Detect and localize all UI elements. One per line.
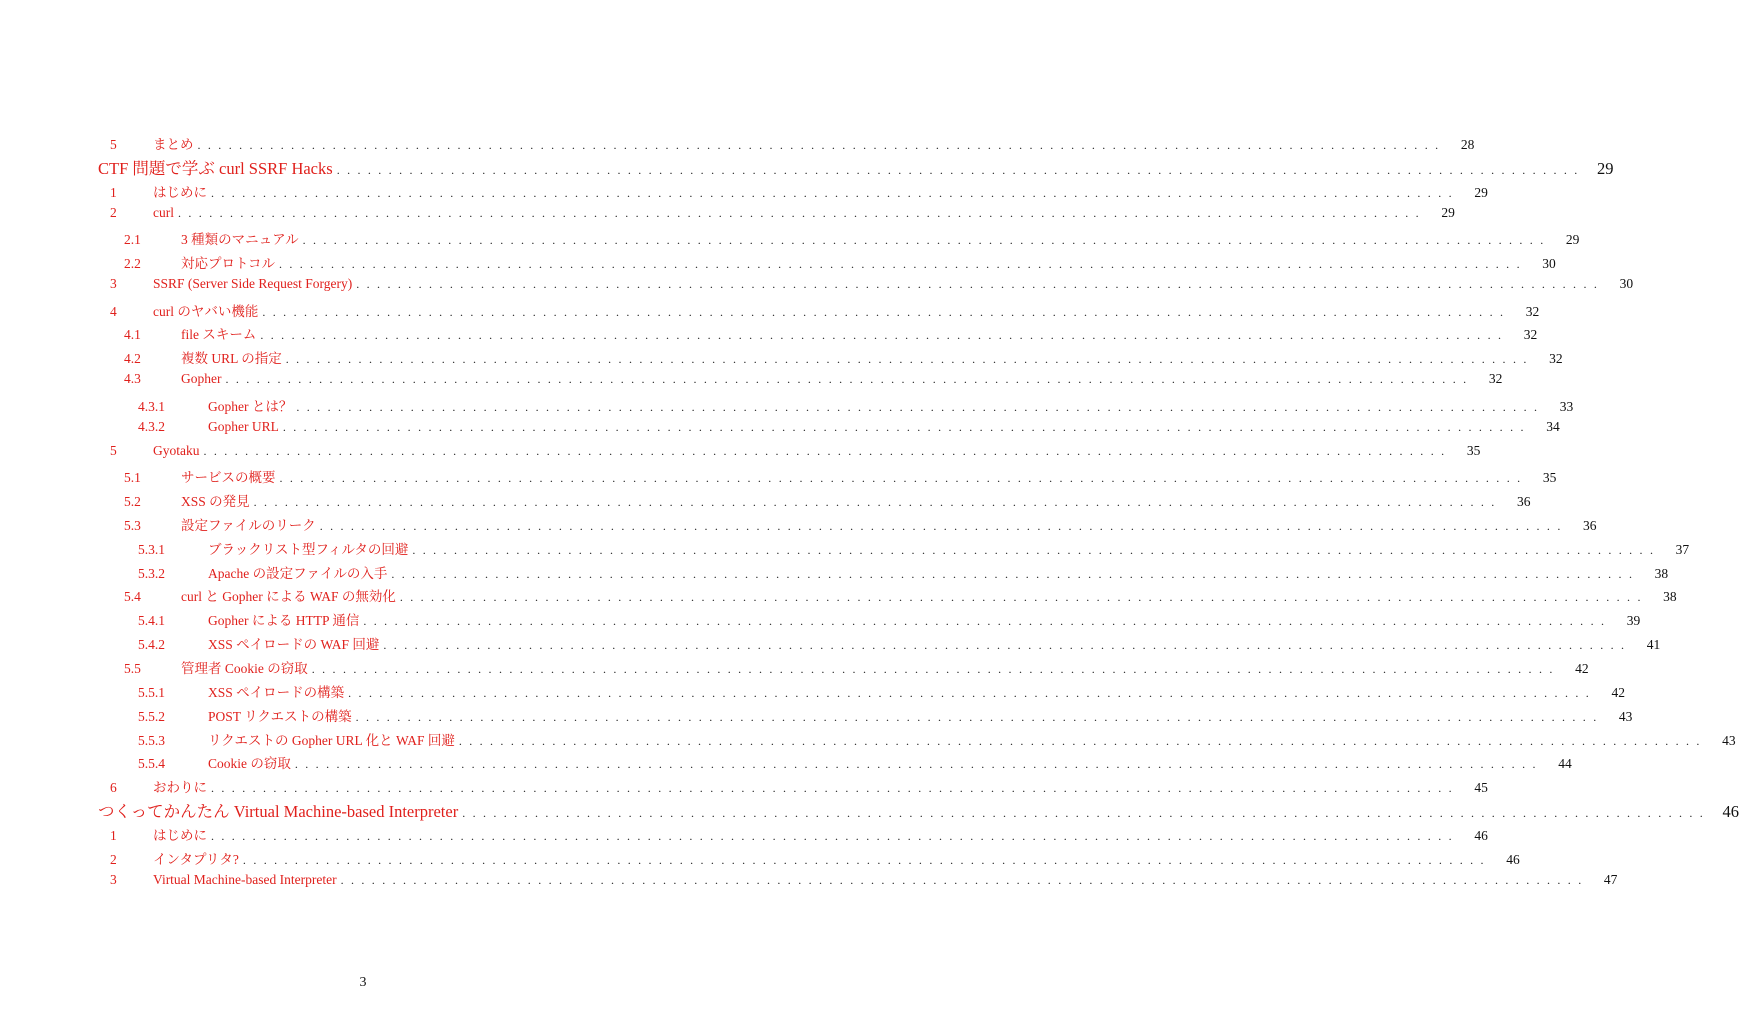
toc-leader-dots: . . . . . . . . . . . . . . . . . . . . . . . . . . . . . . . . . . . . . . . . . . . . . . . . . . . . . . . . . . . . . . . . . . . . . . . . . . . . . . . . . . . . . . . . . . . . . . . . . . . . . . . . . . . . . . . . . . . . . . . . bbox=[242, 853, 1486, 867]
toc-entry-page: 35 bbox=[1542, 470, 1557, 485]
toc-leader-dots: . . . . . . . . . . . . . . . . . . . . . . . . . . . . . . . . . . . . . . . . . . . . . . . . . . . . . . . . . . . . . . . . . . . . . . . . . . . . . . . . . . . . . . . . . . . . . . . . . . . . . . . . . . . . . . . . . . . . . . . . bbox=[211, 186, 1454, 200]
toc-entry-page: 30 bbox=[1542, 256, 1556, 271]
toc-entry[interactable] bbox=[138, 538, 1690, 558]
toc-entry-title[interactable]: ブラックリスト型フィルタの回避 bbox=[208, 542, 409, 557]
toc-entry-title[interactable]: XSS ペイロードの構築 bbox=[208, 685, 345, 700]
toc-entry-title[interactable]: はじめに bbox=[153, 185, 207, 200]
toc-entry-number: 5 bbox=[110, 137, 117, 152]
toc-entry-title[interactable]: SSRF (Server Side Request Forgery) bbox=[153, 276, 353, 291]
toc-entry-page: 32 bbox=[1523, 327, 1538, 342]
toc-entry-number: 5.1 bbox=[124, 470, 141, 485]
toc-entry-title[interactable]: POST リクエストの構築 bbox=[208, 709, 352, 724]
toc-entry-title[interactable]: Gopher bbox=[181, 371, 222, 386]
toc-entry-number: 4.2 bbox=[124, 351, 141, 366]
toc-leader-dots: . . . . . . . . . . . . . . . . . . . . . . . . . . . . . . . . . . . . . . . . . . . . . . . . . . . . . . . . . . . . . . . . . . . . . . . . . . . . . . . . . . . . . . . . . . . . . . . . . . . . . . . . . . . . . . . . . . . . . . . . bbox=[225, 372, 1469, 386]
toc-entry-title[interactable]: curl と Gopher による WAF の無効化 bbox=[181, 589, 396, 604]
toc-leader-dots: . . . . . . . . . . . . . . . . . . . . . . . . . . . . . . . . . . . . . . . . . . . . . . . . . . . . . . . . . . . . . . . . . . . . . . . . . . . . . . . . . . . . . . . . . . . . . . . . . . . . . . . . . . . . . . . . . . . . . . . . bbox=[278, 257, 1522, 271]
toc-entry-page: 32 bbox=[1488, 371, 1503, 386]
toc-entry-page: 32 bbox=[1525, 304, 1540, 319]
toc-entry-page: 43 bbox=[1722, 733, 1736, 748]
toc-entry-page: 39 bbox=[1626, 613, 1641, 628]
toc-entry-title[interactable]: curl bbox=[153, 205, 174, 220]
toc-entry-number: 3 bbox=[110, 872, 117, 887]
toc-entry-page: 35 bbox=[1466, 443, 1481, 458]
toc-entry-number: 2 bbox=[110, 205, 117, 220]
toc-entry-page: 30 bbox=[1619, 276, 1634, 291]
toc-entry-page: 29 bbox=[1597, 159, 1614, 178]
toc-entry-title[interactable]: Gopher とは？ bbox=[208, 399, 293, 414]
toc-leader-dots: . . . . . . . . . . . . . . . . . . . . . . . . . . . . . . . . . . . . . . . . . . . . . . . . . . . . . . . . . . . . . . . . . . . . . . . . . . . . . . . . . . . . . . . . . . . . . . . . . . . . . . . . . . . . . . . . . . . . . . . . bbox=[197, 138, 1441, 152]
toc-leader-dots: . . . . . . . . . . . . . . . . . . . . . . . . . . . . . . . . . . . . . . . . . . . . . . . . . . . . . . . . . . . . . . . . . . . . . . . . . . . . . . . . . . . . . . . . . . . . . . . . . . . . . . . . . . . . . . . . . . . . . . . . bbox=[211, 829, 1454, 843]
toc-leader-dots: . . . . . . . . . . . . . . . . . . . . . . . . . . . . . . . . . . . . . . . . . . . . . . . . . . . . . . . . . . . . . . . . . . . . . . . . . . . . . . . . . . . . . . . . . . . . . . . . . . . . . . . . . . . . . . . . . . . . . . . . bbox=[302, 233, 1546, 247]
toc-entry-title[interactable]: 設定ファイルのリーク bbox=[181, 518, 316, 533]
toc-leader-dots: . . . . . . . . . . . . . . . . . . . . . . . . . . . . . . . . . . . . . . . . . . . . . . . . . . . . . . . . . . . . . . . . . . . . . . . . . . . . . . . . . . . . . . . . . . . . . . . . . . . . . . . . . . . . . . . . . . . . . . . . bbox=[282, 420, 1526, 434]
toc-entry-page: 38 bbox=[1663, 589, 1677, 604]
toc-leader-dots: . . . . . . . . . . . . . . . . . . . . . . . . . . . . . . . . . . . . . . . . . . . . . . . . . . . . . . . . . . . . . . . . . . . . . . . . . . . . . . . . . . . . . . . . . . . . . . . . . . . . . . . . . . . . . . . . . . . . . . . . bbox=[399, 590, 1643, 604]
toc-entry-page: 36 bbox=[1583, 518, 1597, 533]
toc-leader-dots: . . . . . . . . . . . . . . . . . . . . . . . . . . . . . . . . . . . . . . . . . . . . . . . . . . . . . . . . . . . . . . . . . . . . . . . . . . . . . . . . . . . . . . . . . . . . . . . . . . . . . . . . . . . . . . . . . . . . . . . . bbox=[462, 806, 1706, 820]
toc-entry[interactable] bbox=[110, 848, 1520, 868]
toc-entry-page: 37 bbox=[1675, 542, 1690, 557]
toc-entry-page: 29 bbox=[1441, 205, 1455, 220]
toc-entry-title[interactable]: Gopher URL bbox=[208, 419, 279, 434]
toc-entry[interactable] bbox=[138, 562, 1669, 582]
toc-entry-page: 29 bbox=[1565, 232, 1580, 247]
toc-entry-page: 42 bbox=[1575, 661, 1589, 676]
toc-entry[interactable] bbox=[138, 633, 1661, 653]
toc-entry-number: 5.5.1 bbox=[138, 685, 165, 700]
toc-entry-number: 5.4.1 bbox=[138, 613, 165, 628]
toc-entry-title[interactable]: はじめに bbox=[153, 828, 207, 843]
toc-entry[interactable] bbox=[110, 872, 1618, 892]
toc-leader-dots: . . . . . . . . . . . . . . . . . . . . . . . . . . . . . . . . . . . . . . . . . . . . . . . . . . . . . . . . . . . . . . . . . . . . . . . . . . . . . . . . . . . . . . . . . . . . . . . . . . . . . . . . . . . . . . . . . . . . . . . . bbox=[319, 519, 1563, 533]
toc-entry-title[interactable]: Apache の設定ファイルの入手 bbox=[208, 566, 388, 581]
toc-entry[interactable] bbox=[110, 205, 1455, 225]
toc-entry[interactable] bbox=[124, 466, 1557, 486]
toc-entry-page: 33 bbox=[1559, 399, 1574, 414]
toc-entry-number: 4.3.2 bbox=[138, 419, 165, 434]
toc-entry-number: 1 bbox=[110, 185, 117, 200]
toc-entry[interactable] bbox=[138, 705, 1633, 725]
toc-entry[interactable] bbox=[110, 300, 1540, 320]
toc-entry-number: 5.3.1 bbox=[138, 542, 165, 557]
toc-entry-title[interactable]: Cookie の窃取 bbox=[208, 756, 291, 771]
toc-entry-page: 29 bbox=[1474, 185, 1488, 200]
toc-entry-number: 5.2 bbox=[124, 494, 141, 509]
toc-entry-number: 2.2 bbox=[124, 256, 141, 271]
toc-entry-number: 4.3.1 bbox=[138, 399, 165, 414]
toc-entry[interactable] bbox=[124, 323, 1538, 343]
toc-entry[interactable] bbox=[124, 514, 1597, 534]
toc-leader-dots: . . . . . . . . . . . . . . . . . . . . . . . . . . . . . . . . . . . . . . . . . . . . . . . . . . . . . . . . . . . . . . . . . . . . . . . . . . . . . . . . . . . . . . . . . . . . . . . . . . . . . . . . . . . . . . . . . . . . . . . . bbox=[412, 543, 1656, 557]
toc-entry-page: 28 bbox=[1460, 137, 1475, 152]
toc-entry[interactable] bbox=[124, 657, 1589, 677]
toc-leader-dots: . . . . . . . . . . . . . . . . . . . . . . . . . . . . . . . . . . . . . . . . . . . . . . . . . . . . . . . . . . . . . . . . . . . . . . . . . . . . . . . . . . . . . . . . . . . . . . . . . . . . . . . . . . . . . . . . . . . . . . . . bbox=[262, 305, 1506, 319]
toc-entry-page: 34 bbox=[1546, 419, 1560, 434]
toc-leader-dots: . . . . . . . . . . . . . . . . . . . . . . . . . . . . . . . . . . . . . . . . . . . . . . . . . . . . . . . . . . . . . . . . . . . . . . . . . . . . . . . . . . . . . . . . . . . . . . . . . . . . . . . . . . . . . . . . . . . . . . . . bbox=[296, 400, 1540, 414]
toc-leader-dots: . . . . . . . . . . . . . . . . . . . . . . . . . . . . . . . . . . . . . . . . . . . . . . . . . . . . . . . . . . . . . . . . . . . . . . . . . . . . . . . . . . . . . . . . . . . . . . . . . . . . . . . . . . . . . . . . . . . . . . . . bbox=[348, 686, 1591, 700]
toc-leader-dots: . . . . . . . . . . . . . . . . . . . . . . . . . . . . . . . . . . . . . . . . . . . . . . . . . . . . . . . . . . . . . . . . . . . . . . . . . . . . . . . . . . . . . . . . . . . . . . . . . . . . . . . . . . . . . . . . . . . . . . . . bbox=[253, 495, 1497, 509]
toc-entry-number: 4.1 bbox=[124, 327, 141, 342]
toc-entry-number: 2.1 bbox=[124, 232, 141, 247]
toc-leader-dots: . . . . . . . . . . . . . . . . . . . . . . . . . . . . . . . . . . . . . . . . . . . . . . . . . . . . . . . . . . . . . . . . . . . . . . . . . . . . . . . . . . . . . . . . . . . . . . . . . . . . . . . . . . . . . . . . . . . . . . . . bbox=[311, 662, 1555, 676]
toc-entry[interactable] bbox=[110, 276, 1634, 296]
toc-entry[interactable] bbox=[110, 824, 1488, 844]
toc-entry[interactable] bbox=[138, 419, 1560, 439]
toc-leader-dots: . . . . . . . . . . . . . . . . . . . . . . . . . . . . . . . . . . . . . . . . . . . . . . . . . . . . . . . . . . . . . . . . . . . . . . . . . . . . . . . . . . . . . . . . . . . . . . . . . . . . . . . . . . . . . . . . . . . . . . . . bbox=[294, 757, 1538, 771]
toc-entry-number: 5.4.2 bbox=[138, 637, 165, 652]
toc-entry-title[interactable]: file スキーム bbox=[181, 327, 257, 342]
toc-entry-number: 5.4 bbox=[124, 589, 141, 604]
toc-entry-page: 43 bbox=[1618, 709, 1633, 724]
toc-entry-title[interactable]: XSS ペイロードの WAF 回避 bbox=[208, 637, 380, 652]
toc-entry-page: 46 bbox=[1506, 852, 1520, 867]
toc-entry-number: 5.3.2 bbox=[138, 566, 165, 581]
toc-leader-dots: . . . . . . . . . . . . . . . . . . . . . . . . . . . . . . . . . . . . . . . . . . . . . . . . . . . . . . . . . . . . . . . . . . . . . . . . . . . . . . . . . . . . . . . . . . . . . . . . . . . . . . . . . . . . . . . . . . . . . . . . bbox=[356, 277, 1600, 291]
toc-entry[interactable] bbox=[138, 681, 1625, 701]
toc-entry[interactable] bbox=[138, 752, 1572, 772]
toc-leader-dots: . . . . . . . . . . . . . . . . . . . . . . . . . . . . . . . . . . . . . . . . . . . . . . . . . . . . . . . . . . . . . . . . . . . . . . . . . . . . . . . . . . . . . . . . . . . . . . . . . . . . . . . . . . . . . . . . . . . . . . . . bbox=[203, 444, 1447, 458]
toc-entry[interactable] bbox=[124, 585, 1677, 605]
toc-entry[interactable] bbox=[110, 776, 1488, 796]
toc-leader-dots: . . . . . . . . . . . . . . . . . . . . . . . . . . . . . . . . . . . . . . . . . . . . . . . . . . . . . . . . . . . . . . . . . . . . . . . . . . . . . . . . . . . . . . . . . . . . . . . . . . . . . . . . . . . . . . . . . . . . . . . . bbox=[279, 471, 1523, 485]
toc-entry-title[interactable]: 複数 URL の指定 bbox=[181, 351, 282, 366]
toc-entry-title[interactable]: 3 種類のマニュアル bbox=[181, 232, 299, 247]
toc-leader-dots: . . . . . . . . . . . . . . . . . . . . . . . . . . . . . . . . . . . . . . . . . . . . . . . . . . . . . . . . . . . . . . . . . . . . . . . . . . . . . . . . . . . . . . . . . . . . . . . . . . . . . . . . . . . . . . . . . . . . . . . . bbox=[391, 567, 1635, 581]
toc-entry-page: 45 bbox=[1474, 780, 1488, 795]
toc-leader-dots: . . . . . . . . . . . . . . . . . . . . . . . . . . . . . . . . . . . . . . . . . . . . . . . . . . . . . . . . . . . . . . . . . . . . . . . . . . . . . . . . . . . . . . . . . . . . . . . . . . . . . . . . . . . . . . . . . . . . . . . . bbox=[363, 614, 1607, 628]
toc-entry-title[interactable]: 管理者 Cookie の窃取 bbox=[181, 661, 308, 676]
toc-entry-title[interactable]: まとめ bbox=[153, 137, 194, 152]
toc-entry-number: 5.5.3 bbox=[138, 733, 165, 748]
toc-entry[interactable] bbox=[124, 228, 1580, 248]
toc-leader-dots: . . . . . . . . . . . . . . . . . . . . . . . . . . . . . . . . . . . . . . . . . . . . . . . . . . . . . . . . . . . . . . . . . . . . . . . . . . . . . . . . . . . . . . . . . . . . . . . . . . . . . . . . . . . . . . . . . . . . . . . . bbox=[355, 710, 1599, 724]
toc-entry-number: 6 bbox=[110, 780, 117, 795]
toc-entry-page: 46 bbox=[1722, 802, 1739, 821]
toc-entry-number: 5.5 bbox=[124, 661, 141, 676]
toc-entry-page: 46 bbox=[1474, 828, 1488, 843]
toc-entry-title[interactable]: Gopher による HTTP 通信 bbox=[208, 613, 360, 628]
toc-entry-title[interactable]: curl のヤバい機能 bbox=[153, 304, 259, 319]
toc-entry[interactable] bbox=[138, 609, 1641, 629]
toc-entry-number: 5 bbox=[110, 443, 117, 458]
toc-leader-dots: . . . . . . . . . . . . . . . . . . . . . . . . . . . . . . . . . . . . . . . . . . . . . . . . . . . . . . . . . . . . . . . . . . . . . . . . . . . . . . . . . . . . . . . . . . . . . . . . . . . . . . . . . . . . . . . . . . . . . . . . bbox=[336, 163, 1580, 177]
toc-entry[interactable] bbox=[110, 443, 1481, 463]
toc-entry-page: 47 bbox=[1603, 872, 1618, 887]
toc-entry-title[interactable]: サービスの概要 bbox=[181, 470, 276, 485]
toc-entry-page: 36 bbox=[1516, 494, 1531, 509]
toc-leader-dots: . . . . . . . . . . . . . . . . . . . . . . . . . . . . . . . . . . . . . . . . . . . . . . . . . . . . . . . . . . . . . . . . . . . . . . . . . . . . . . . . . . . . . . . . . . . . . . . . . . . . . . . . . . . . . . . . . . . . . . . . bbox=[178, 206, 1421, 220]
toc-entry-page: 42 bbox=[1611, 685, 1625, 700]
toc-entry-number: 2 bbox=[110, 852, 117, 867]
toc-entry[interactable] bbox=[98, 155, 1614, 178]
toc-leader-dots: . . . . . . . . . . . . . . . . . . . . . . . . . . . . . . . . . . . . . . . . . . . . . . . . . . . . . . . . . . . . . . . . . . . . . . . . . . . . . . . . . . . . . . . . . . . . . . . . . . . . . . . . . . . . . . . . . . . . . . . . bbox=[458, 734, 1702, 748]
toc-entry[interactable] bbox=[124, 347, 1563, 367]
toc-entry-page: 38 bbox=[1654, 566, 1669, 581]
toc-entry[interactable] bbox=[124, 490, 1531, 510]
toc-entry-number: 3 bbox=[110, 276, 117, 291]
toc-entry[interactable] bbox=[124, 252, 1556, 272]
toc-entry-page: 32 bbox=[1549, 351, 1563, 366]
toc-entry-title[interactable]: XSS の発見 bbox=[181, 494, 250, 509]
toc-entry-number: 5.3 bbox=[124, 518, 141, 533]
toc-leader-dots: . . . . . . . . . . . . . . . . . . . . . . . . . . . . . . . . . . . . . . . . . . . . . . . . . . . . . . . . . . . . . . . . . . . . . . . . . . . . . . . . . . . . . . . . . . . . . . . . . . . . . . . . . . . . . . . . . . . . . . . . bbox=[285, 352, 1529, 366]
toc-entry[interactable] bbox=[98, 798, 1739, 821]
toc-leader-dots: . . . . . . . . . . . . . . . . . . . . . . . . . . . . . . . . . . . . . . . . . . . . . . . . . . . . . . . . . . . . . . . . . . . . . . . . . . . . . . . . . . . . . . . . . . . . . . . . . . . . . . . . . . . . . . . . . . . . . . . . bbox=[340, 873, 1584, 887]
toc-entry-title[interactable]: リクエストの Gopher URL 化と WAF 回避 bbox=[208, 733, 455, 748]
toc-entry-title[interactable]: Virtual Machine-based Interpreter bbox=[153, 872, 337, 887]
toc-entry-title[interactable]: インタプリタ? bbox=[153, 852, 239, 867]
toc-entry[interactable] bbox=[138, 395, 1574, 415]
toc-entry-number: 4 bbox=[110, 304, 117, 319]
toc-entry[interactable] bbox=[110, 181, 1488, 201]
toc-entry-title[interactable]: おわりに bbox=[153, 780, 207, 795]
toc-entry-number: 5.5.4 bbox=[138, 756, 165, 771]
page-number: 3 bbox=[359, 975, 367, 990]
toc-entry-number: 5.5.2 bbox=[138, 709, 165, 724]
toc-leader-dots: . . . . . . . . . . . . . . . . . . . . . . . . . . . . . . . . . . . . . . . . . . . . . . . . . . . . . . . . . . . . . . . . . . . . . . . . . . . . . . . . . . . . . . . . . . . . . . . . . . . . . . . . . . . . . . . . . . . . . . . . bbox=[383, 638, 1627, 652]
toc-leader-dots: . . . . . . . . . . . . . . . . . . . . . . . . . . . . . . . . . . . . . . . . . . . . . . . . . . . . . . . . . . . . . . . . . . . . . . . . . . . . . . . . . . . . . . . . . . . . . . . . . . . . . . . . . . . . . . . . . . . . . . . . bbox=[211, 781, 1454, 795]
toc-entry[interactable] bbox=[124, 371, 1503, 391]
toc-entry-title[interactable]: Gyotaku bbox=[153, 443, 200, 458]
toc-entry-title[interactable]: つくってかんたん Virtual Machine-based Interpreter bbox=[98, 802, 459, 821]
toc-entry[interactable] bbox=[110, 133, 1475, 153]
toc-entry[interactable] bbox=[138, 729, 1736, 749]
toc-entry-page: 41 bbox=[1646, 637, 1661, 652]
toc-entry-number: 1 bbox=[110, 828, 117, 843]
toc-entry-title[interactable]: CTF 問題で学ぶ curl SSRF Hacks bbox=[98, 159, 333, 178]
toc-leader-dots: . . . . . . . . . . . . . . . . . . . . . . . . . . . . . . . . . . . . . . . . . . . . . . . . . . . . . . . . . . . . . . . . . . . . . . . . . . . . . . . . . . . . . . . . . . . . . . . . . . . . . . . . . . . . . . . . . . . . . . . . bbox=[260, 328, 1504, 342]
toc-entry-title[interactable]: 対応プロトコル bbox=[181, 256, 275, 271]
toc-entry-number: 4.3 bbox=[124, 371, 141, 386]
toc-entry-page: 44 bbox=[1558, 756, 1572, 771]
